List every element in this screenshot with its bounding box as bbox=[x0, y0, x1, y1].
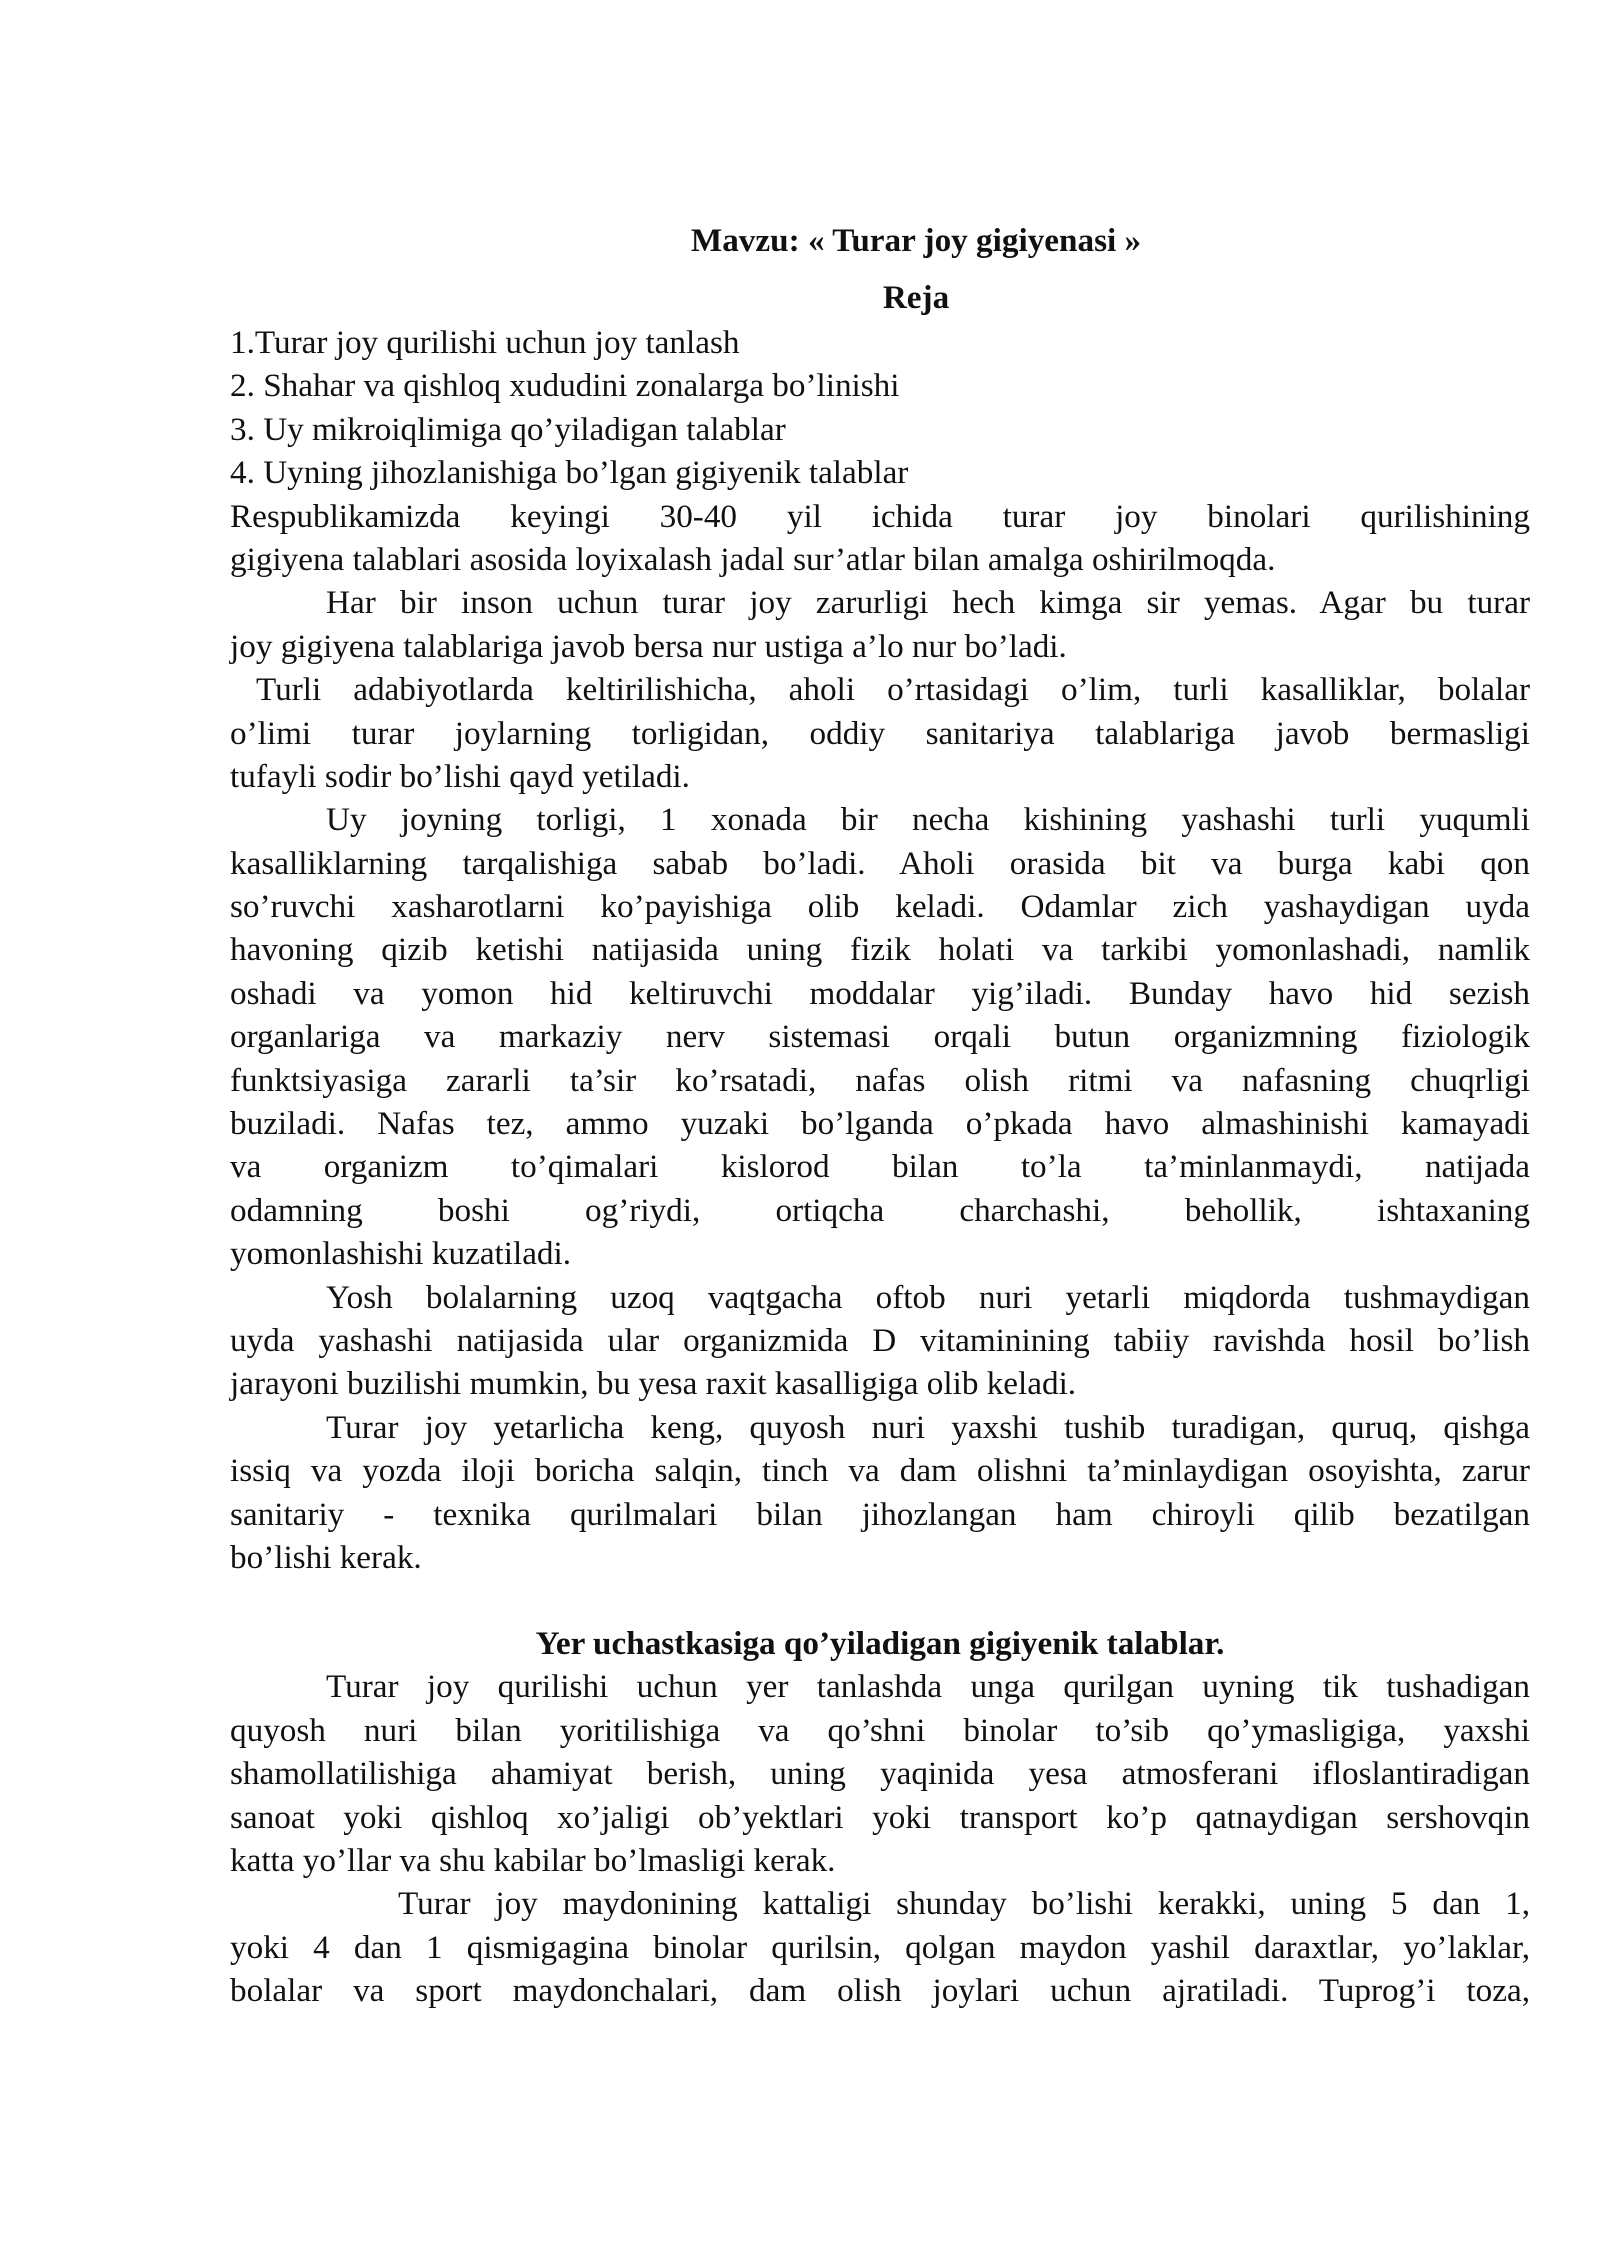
text-line: organlariga va markaziy nerv sistemasi orqali butun organizmning fiziologik bbox=[230, 1018, 1530, 1056]
text-line: oshadi va yomon hid keltiruvchi moddalar yig’iladi. Bunday havo hid sezish bbox=[230, 974, 1530, 1012]
text-line: so’ruvchi xasharotlarni ko’payishiga olib keladi. Odamlar zich yashaydigan uyda bbox=[230, 888, 1530, 926]
text-line: Turar joy yetarlicha keng, quyosh nuri yaxshi tushib turadigan, quruq, qishga bbox=[326, 1408, 1530, 1446]
text-line: va organizm to’qimalari kislorod bilan to’la ta’minlanmaydi, natijada bbox=[230, 1148, 1530, 1186]
text-line: kasalliklarning tarqalishiga sabab bo’ladi. Aholi orasida bit va burga kabi qon bbox=[230, 844, 1530, 882]
text-line: issiq va yozda iloji boricha salqin, tinch va dam olishni ta’minlaydigan osoyishta, zarur bbox=[230, 1452, 1530, 1490]
text-line: Turar joy qurilishi uchun yer tanlashda unga qurilgan uyning tik tushadigan bbox=[326, 1668, 1530, 1706]
section-title: Yer uchastkasiga qo’yiladigan gigiyenik talablar. bbox=[535, 1625, 1225, 1663]
text-line: Har bir inson uchun turar joy zarurligi hech kimga sir yemas. Agar bu turar bbox=[326, 584, 1530, 622]
plan-item: 1.Turar joy qurilishi uchun joy tanlash bbox=[230, 324, 740, 361]
text-line: Yosh bolalarning uzoq vaqtgacha oftob nuri yetarli miqdorda tushmaydigan bbox=[326, 1278, 1530, 1316]
text-line: odamning boshi og’riydi, ortiqcha charchashi, behollik, ishtaxaning bbox=[230, 1191, 1530, 1229]
text-line: joy gigiyena talablariga javob bersa nur ustiga a’lo nur bo’ladi. bbox=[230, 627, 1067, 665]
plan-item: 2. Shahar va qishloq xududini zonalarga bo’linishi bbox=[230, 367, 900, 405]
text-line: yomonlashishi kuzatiladi. bbox=[230, 1235, 572, 1273]
text-line: tufayli sodir bo’lishi qayd yetiladi. bbox=[230, 757, 690, 795]
plan-item: 4. Uyning jihozlanishiga bo’lgan gigiyenik talablar bbox=[230, 454, 909, 492]
text-line: Respublikamizda keyingi 30-40 yil ichida turar joy binolari qurilishining bbox=[230, 497, 1530, 535]
text-line: Turar joy maydonining kattaligi shunday bo’lishi kerakki, uning 5 dan 1, bbox=[398, 1885, 1530, 1923]
text-line: sanitariy - texnika qurilmalari bilan jihozlangan ham chiroyli qilib bezatilgan bbox=[230, 1495, 1530, 1533]
text-line: havoning qizib ketishi natijasida uning fizik holati va tarkibi yomonlashadi, namlik bbox=[230, 931, 1530, 969]
text-line: yoki 4 dan 1 qismigagina binolar qurilsin, qolgan maydon yashil daraxtlar, yo’laklar, bbox=[230, 1928, 1530, 1966]
text-line: buziladi. Nafas tez, ammo yuzaki bo’lganda o’pkada havo almashinishi kamayadi bbox=[230, 1105, 1530, 1143]
text-line: bolalar va sport maydonchalari, dam olish joylari uchun ajratiladi. Tuprog’i toza, bbox=[230, 1972, 1530, 2010]
text-line: quyosh nuri bilan yoritilishiga va qo’shni binolar to’sib qo’ymasligiga, yaxshi bbox=[230, 1711, 1530, 1749]
text-line: Turli adabiyotlarda keltirilishicha, aholi o’rtasidagi o’lim, turli kasalliklar, bolalar bbox=[256, 671, 1530, 709]
plan-heading: Reja bbox=[882, 279, 950, 316]
body-text-section-1 bbox=[230, 495, 1530, 1580]
text-line: sanoat yoki qishloq xo’jaligi ob’yektlari yoki transport ko’p qatnaydigan sershovqin bbox=[230, 1798, 1530, 1836]
text-line: shamollatilishiga ahamiyat berish, uning yaqinida yesa atmosferani ifloslantiradigan bbox=[230, 1755, 1530, 1793]
text-line: gigiyena talablari asosida loyixalash jadal sur’atlar bilan amalga oshirilmoqda. bbox=[230, 540, 1276, 578]
plan-list bbox=[230, 321, 1530, 495]
document-page bbox=[230, 218, 1530, 2012]
text-line: funktsiyasiga zararli ta’sir ko’rsatadi, nafas olish ritmi va nafasning chuqrligi bbox=[230, 1061, 1530, 1099]
plan-item: 3. Uy mikroiqlimiga qo’yiladigan talablar bbox=[230, 410, 786, 448]
text-line: Uy joyning torligi, 1 xonada bir necha kishining yashashi turli yuqumli bbox=[326, 801, 1530, 839]
text-line: katta yo’llar va shu kabilar bo’lmasligi kerak. bbox=[230, 1841, 836, 1879]
text-line: jarayoni buzilishi mumkin, bu yesa raxit kasalligiga olib keladi. bbox=[230, 1365, 1077, 1403]
body-text-section-2 bbox=[230, 1665, 1530, 2012]
document-title: Mavzu: « Turar joy gigiyenasi » bbox=[690, 222, 1142, 259]
text-line: o’limi turar joylarning torligidan, oddiy sanitariya talablariga javob bermasligi bbox=[230, 714, 1530, 752]
text-line: uyda yashashi natijasida ular organizmida D vitaminining tabiiy ravishda hosil bo’lish bbox=[230, 1321, 1530, 1359]
text-line: bo’lishi kerak. bbox=[230, 1538, 422, 1576]
